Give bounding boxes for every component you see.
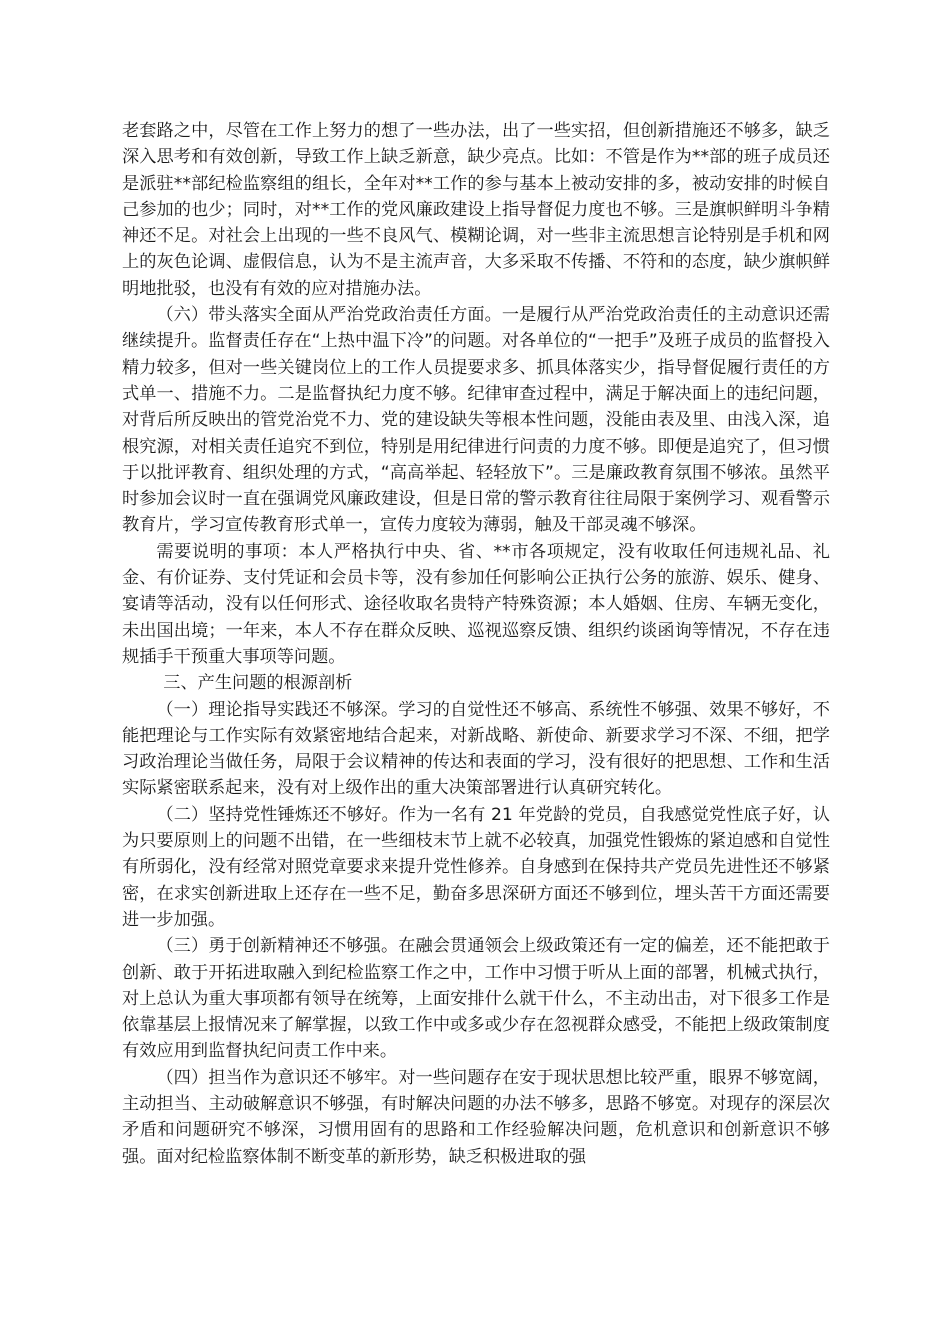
paragraph-item-6: （六）带头落实全面从严治党政治责任方面。一是履行从严治党政治责任的主动意识还需继续提升。监督责任存在“上热中温下冷”的问题。对各单位的“一把手”及班子成员的监督投入精力较多，但对一些关键岗位上的工作人员提要求多、抓具体落实少，指导督促履行责任的方式单一、措施不力。二是监督执纪力度不够。纪律审查过程中，满足于解决面上的违纪问题，对背后所反映出的管党治党不力、党的建设缺失等根本性问题，没能由表及里、由浅入深，追根究源，对相关责任追究不到位，特别是用纪律进行问责的力度不够。即便是追究了，但习惯于以批评教育、组织处理的方式，“高高举起、轻轻放下”。三是廉政教育氛围不够浓。虽然平时参加会议时一直在强调党风廉政建设，但是日常的警示教育往往局限于案例学习、观看警示教育片，学习宣传教育形式单一，宣传力度较为薄弱，触及干部灵魂不够深。 [122,305,830,536]
paragraph-cause-1: （一）理论指导实践还不够深。学习的自觉性还不够高、系统性不够强、效果不够好，不能把理论与工作实际有效紧密地结合起来，对新战略、新使命、新要求学习不深、不细，把学习政治理论当做任务，局限于会议精神的传达和表面的学习，没有很好的把思想、工作和生活实际紧密联系起来，没有对上级作出的重大决策部署进行认真研究转化。 [122,699,830,799]
document-page [122,118,830,1170]
paragraph-cause-2: （二）坚持党性锤炼还不够好。作为一名有 21 年党龄的党员，自我感觉党性底子好，认为只要原则上的问题不出错，在一些细枝末节上就不必较真，加强党性锻炼的紧迫感和自觉性有所弱化，没有经常对照党章要求来提升党性修养。自身感到在保持共产党员先进性还不够紧密，在求实创新进取上还存在一些不足，勤奋多思深研方面还不够到位，埋头苦干方面还需要进一步加强。 [122,804,830,930]
paragraph-cause-3: （三）勇于创新精神还不够强。在融会贯通领会上级政策还有一定的偏差，还不能把敢于创新、敢于开拓进取融入到纪检监察工作之中，工作中习惯于听从上面的部署，机械式执行，对上总认为重大事项都有领导在统筹，上面安排什么就干什么，不主动出击，对下很多工作是依靠基层上报情况来了解掌握，以致工作中或多或少存在忽视群众感受，不能把上级政策制度有效应用到监督执纪问责工作中来。 [122,936,830,1062]
section-heading-root-causes: 三、产生问题的根源剖析 [163,673,353,694]
paragraph-cause-4: （四）担当作为意识还不够牢。对一些问题存在安于现状思想比较严重，眼界不够宽阔，主动担当、主动破解意识不够强，有时解决问题的办法不够多，思路不够宽。对现存的深层次矛盾和问题研究不够深，习惯用固有的思路和工作经验解决问题，危机意识和创新意识不够强。面对纪检监察体制不断变革的新形势，缺乏积极进取的强 [122,1067,830,1167]
paragraph-notes: 需要说明的事项：本人严格执行中央、省、**市各项规定，没有收取任何违规礼品、礼金、有价证券、支付凭证和会员卡等，没有参加任何影响公正执行公务的旅游、娱乐、健身、宴请等活动，没有以任何形式、途径收取名贵特产特殊资源；本人婚姻、住房、车辆无变化，未出国出境；一年来，本人不存在群众反映、巡视巡察反馈、组织约谈函询等情况，不存在违规插手干预重大事项等问题。 [122,541,830,667]
paragraph-continuation: 老套路之中，尽管在工作上努力的想了一些办法，出了一些实招，但创新措施还不够多，缺乏深入思考和有效创新，导致工作上缺乏新意，缺少亮点。比如：不管是作为**部的班子成员还是派驻**部纪检监察组的组长，全年对**工作的参与基本上被动安排的多，被动安排的时候自己参加的也少；同时，对**工作的党风廉政建设上指导督促力度也不够。三是旗帜鲜明斗争精神还不足。对社会上出现的一些不良风气、模糊论调，对一些非主流思想言论特别是手机和网上的灰色论调、虚假信息，认为不是主流声音，大多采取不传播、不符和的态度，缺少旗帜鲜明地批驳，也没有有效的应对措施办法。 [122,121,830,299]
